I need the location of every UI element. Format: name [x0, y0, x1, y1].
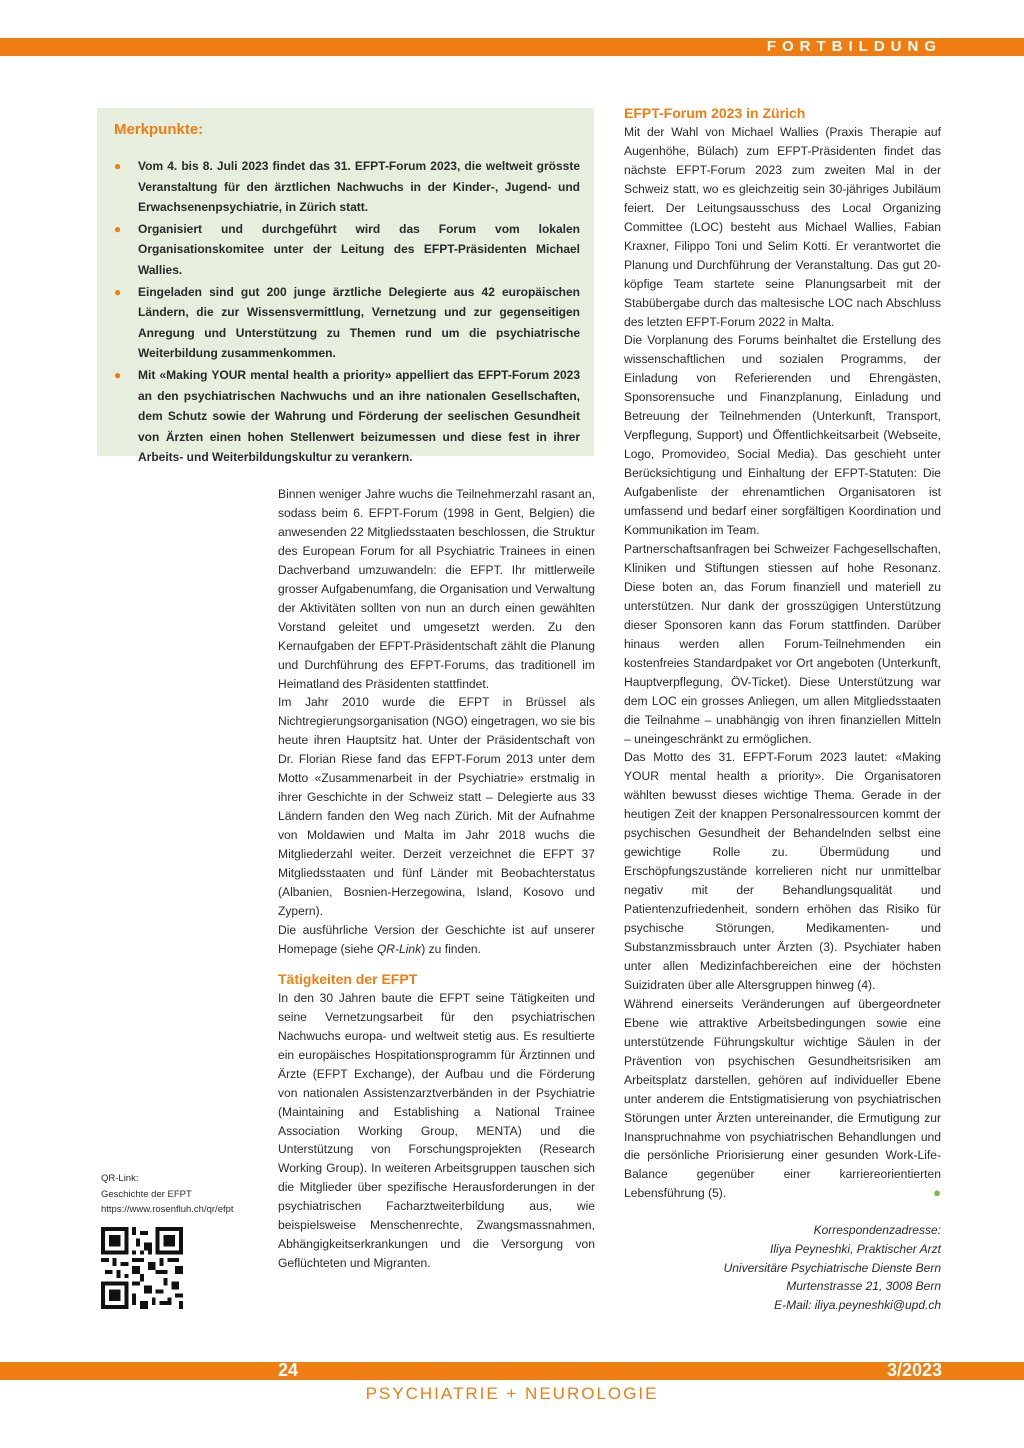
end-mark-icon: ● [933, 1185, 941, 1201]
keypoints-list [114, 156, 580, 469]
qr-link-reference: QR-Link [376, 941, 422, 956]
qr-caption [101, 1171, 234, 1218]
keypoint-item [114, 156, 580, 218]
correspondence-name: Iliya Peyneshki, Praktischer Arzt [770, 1241, 941, 1256]
qr-url[interactable]: https://www.rosenfluh.ch/qr/efpt [101, 1204, 234, 1215]
paragraph: Die Vorplanung des Forums beinhaltet die Erstellung des wissenschaftlichen und sozialen Programms, der Einladung von Referierenden und Ehrengästen, Sponsorensuche und Finanzplanung, Einladung und Betreuung der Teilnehmenden (Unterkunft, Transport, Verpflegung, Support) und Öffentlichkeitsarbeit (Webseite, Logo, Promovideo, Social Media). Das geschieht unter Berücksichtigung und Einhaltung der EFPT-Statuten: Die Aufgabenliste der ehrenamtlichen Organisatoren ist umfassend und bedarf einer sorgfältigen Koordination und Kommunikation im Team. [624, 333, 941, 538]
keypoint-item [114, 219, 580, 281]
bullet-icon: ● [114, 367, 122, 382]
bullet-icon: ● [114, 221, 122, 236]
correspondence-address-line: Murtenstrasse 21, 3008 Bern [786, 1279, 941, 1294]
correspondence-email: E-Mail: iliya.peyneshki@upd.ch [774, 1297, 941, 1312]
correspondence-institution: Universitäre Psychiatrische Dienste Bern [723, 1260, 941, 1275]
paragraph: Mit der Wahl von Michael Wallies (Praxis Therapie auf Augenhöhe, Bülach) zum EFPT-Präsidenten findet das nächste EFPT-Forum 2023 zum zweiten Mal in der Schweiz statt, wo es gleichzeitig sein 30-jähriges Jubiläum feiert. Der Leitungsausschuss des Local Organizing Committee (LOC) besteht aus Michael Wallies, Fabian Kraxner, Filippo Toni und Selim Kotti. Er verantwortet die Planung und Durchführung der Veranstaltung. Das gut 20-köpfige Team startete seine Planungsarbeit mit der Stabübergabe durch das maltesische LOC nach Abschluss des letzten EFPT-Forum 2022 in Malta. [624, 125, 941, 329]
qr-label: QR-Link: [101, 1173, 139, 1184]
keypoints-box [97, 108, 594, 465]
correspondence-label: Korrespondenzadresse: [813, 1223, 941, 1238]
keypoint-item [114, 282, 580, 364]
paragraph: In den 30 Jahren baute die EFPT seine Tätigkeiten und seine Vernetzungsarbeit für den psychiatrischen Nachwuchs europa- und weltweit stetig aus. Es resultierte ein europäisches Hospitationsprogramm für Ärztinnen und Ärzte (EFPT Exchange), der Aufbau und die Förderung von nationalen Assistenzarztverbänden in der Psychiatrie (Maintaining and Establishing a National Trainee Association Working Group, MENTA) und die Unterstützung von Forschungsprojekten (Research Working Group). In weiteren Arbeitsgruppen tauschen sich die Mitglieder über spezifische Herausforderungen in der psychiatrischen Facharztweiterbildung aus, wie beispielsweise Menschenrechte, Zwangsmassnahmen, Abhängigkeitserkrankungen und die Versorgung von Geflüchteten und Migranten. [278, 990, 595, 1271]
paragraph-text: ) zu finden. [421, 941, 482, 956]
paragraph: Im Jahr 2010 wurde die EFPT in Brüssel als Nichtregierungsorganisation (NGO) eingetragen, wo sie bis heute ihren Hauptsitz hat. Unter der Präsidentschaft von Dr. Florian Riese fand das EFPT-Forum 2013 unter dem Motto «Zusammenarbeit in der Psychiatrie» erstmalig in ihrer Geschichte in der Schweiz statt – Delegierte aus 33 Ländern fanden den Weg nach Zürich. Mit der Aufnahme von Moldawien und Malta im Jahr 2018 wuchs die Mitgliederzahl weiter. Derzeit verzeichnet die EFPT 37 Mitgliedsstaaten und fünf Länder mit Beobachterstatus (Albanien, Bosnien-Herzegowina, Island, Kosovo und Zypern). [278, 695, 595, 918]
keypoint-text: Eingeladen sind gut 200 junge ärztliche Delegierte aus 42 europäischen Ländern, die zur Wissensvermittlung, Vernetzung und zur gegenseitigen Anregung und Unterstützung zu Themen rund um die psychiatrische Weiterbildung zusammenkommen. [138, 284, 580, 361]
keypoints-title: Merkpunkte: [114, 121, 204, 138]
section-heading: Tätigkeiten der EFPT [278, 970, 418, 987]
paragraph: Das Motto des 31. EFPT-Forum 2023 lautet: «Making YOUR mental health a priority». Die Organisatoren wählten bewusst dieses wichtige Thema. Gerade in der heutigen Zeit der knappen Personalressourcen kommt der psychischen Gesundheit der Behandelnden selbst eine gewichtige Rolle zu. Übermüdung und Erschöpfungszustände korrelieren nicht nur unmittelbar negativ mit der Behandlungsqualität und Patientenzufriedenheit, sondern erhöhen das Risiko für psychische Störungen, Medikamenten- und Substanzmissbrauch unter Ärzten (3). Psychiater haben unter allen Medizinfachbereichen eine der höchsten Suizidraten über alle Altersgruppen hinweg (4). [624, 750, 941, 992]
keypoint-text: Organisiert und durchgeführt wird das Forum vom lokalen Organisationskomitee unter der Leitung des EFPT-Präsidenten Michael Wallies. [138, 221, 580, 277]
paragraph [278, 921, 595, 959]
qr-title: Geschichte der EFPT [101, 1188, 192, 1200]
footer-bar [0, 1362, 1024, 1380]
paragraph: Binnen weniger Jahre wuchs die Teilnehmerzahl rasant an, sodass beim 6. EFPT-Forum (1998 in Gent, Belgien) die anwesenden 22 Mitgliedsstaaten beschlossen, die Struktur des European Forum for all Psychiatric Trainees in einen Dachverband umzuwandeln: die EFPT. Ihr mittlerweile grosser Aufgabenumfang, die Organisation und Verwaltung der Aktivitäten sollten von nun an durch einen gewählten Vorstand geleitet und umgesetzt werden. Zu den Kernaufgaben der EFPT-Präsidentschaft zählt die Planung und Durchführung des EFPT-Forums, das traditionell im Heimatland des Präsidenten stattfindet. [278, 487, 595, 691]
right-column [624, 103, 941, 1314]
qr-code-icon[interactable] [101, 1227, 183, 1309]
paragraph-text: Während einerseits Veränderungen auf übergeordneter Ebene wie attraktive Arbeitsbedingungen sowie eine unterstützende Führungskultur wichtige Säulen in der Prävention von psychischen Gesundheitsrisiken am Arbeitsplatz darstellen, gehören auf individueller Ebene unter anderem die Entstigmatisierung von psychiatrischen Störungen unter Ärzten untereinander, die Ermutigung zur Inanspruchnahme von psychiatrischen Behandlungen und die persönliche Priorisierung einer gesunden Work-Life-Balance gegenüber einer karriereorientierten Lebensführung (5). [624, 996, 941, 1201]
section-heading: EFPT-Forum 2023 in Zürich [624, 105, 806, 121]
keypoint-item [114, 365, 580, 468]
middle-column [278, 485, 595, 1273]
issue-number: 3/2023 [886, 1360, 942, 1380]
bullet-icon: ● [114, 159, 122, 173]
bullet-icon: ● [114, 284, 122, 299]
paragraph [624, 995, 941, 1203]
section-label: FORTBILDUNG [766, 38, 942, 55]
page-number: 24 [278, 1360, 299, 1380]
correspondence-address [624, 1221, 941, 1314]
keypoint-text: Mit «Making YOUR mental health a priority» appelliert das EFPT-Forum 2023 an den psychiatrischen Nachwuchs und an ihre nationalen Gesellschaften, dem Schutz sowie der Wahrung und Förderung der seelischen Gesundheit von Ärzten einen hohen Stellenwert beizumessen und diese fest in ihrer Arbeits- und Weiterbildungskultur zu verankern. [138, 367, 580, 465]
journal-name: PSYCHIATRIE + NEUROLOGIE [365, 1384, 659, 1403]
paragraph-text: Die ausführliche Version der Geschichte ist auf unserer Homepage (siehe [278, 922, 595, 956]
keypoint-text: Vom 4. bis 8. Juli 2023 findet das 31. EFPT-Forum 2023, die weltweit grösste Veranstaltung für den ärztlichen Nachwuchs in der Kinder-, Jugend- und Erwachsenenpsychiatrie, in Zürich statt. [138, 159, 580, 215]
paragraph: Partnerschaftsanfragen bei Schweizer Fachgesellschaften, Kliniken und Stiftungen stiessen auf hohe Resonanz. Diese boten an, das Forum finanziell und materiell zu unterstützen. Nur dank der grosszügigen Unterstützung dieser Sponsoren kann das Forum stattfinden. Darüber hinaus werden allen Forum-Teilnehmenden ein kostenfreies Standardpaket vor Ort angeboten (Unterkunft, Hauptverpflegung, ÖV-Ticket). Diese Unterstützung war dem LOC ein grosses Anliegen, um allen Mitgliedsstaaten die Teilnahme – unabhängig von ihren finanziellen Mitteln – uneingeschränkt zu ermöglichen. [624, 541, 941, 746]
